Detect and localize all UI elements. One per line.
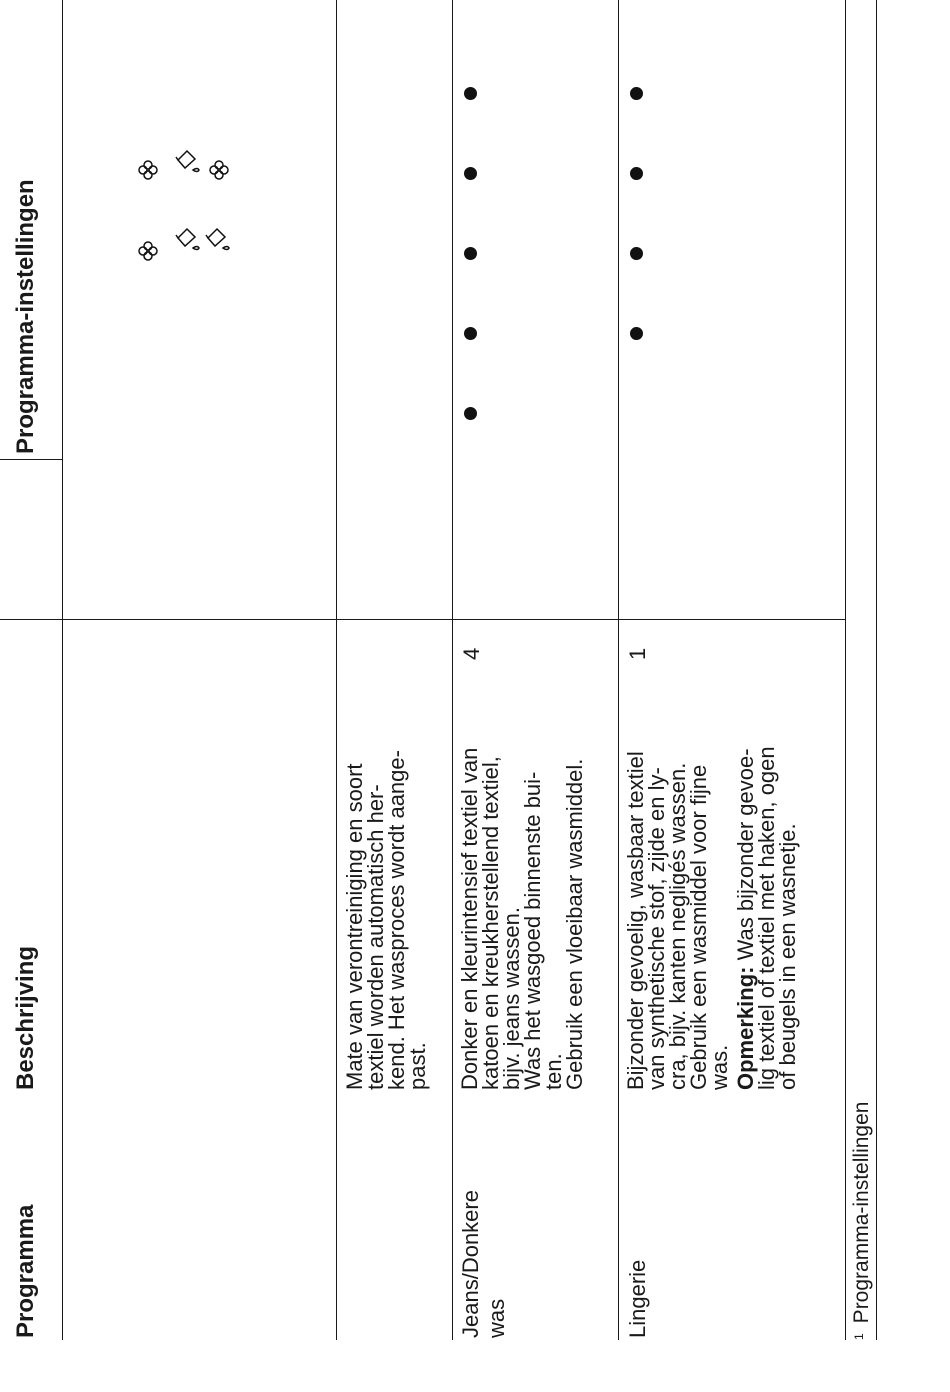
settings-column-divider bbox=[0, 619, 845, 620]
row-3-description: Bijzonder gevoelig, wasbaar textiel van synthetische stof, zijde en ly- cra, bijv. kanten negligés wassen. Gebruik een wasmiddel voor fijne was. Opmerking: Was bijzonder gevoe- lig textiel of textiel met haken, ogen of beugels in een wasnetje. bbox=[623, 746, 800, 1090]
setting-dot bbox=[464, 167, 477, 180]
footnote-rule bbox=[845, 0, 846, 1340]
flower-icon bbox=[137, 159, 159, 181]
setting-dot bbox=[630, 247, 643, 260]
footnote bbox=[850, 1102, 874, 1340]
setting-dot bbox=[630, 327, 643, 340]
flower-icon bbox=[137, 240, 159, 262]
setting-dot bbox=[630, 87, 643, 100]
row-3-value: 1 bbox=[625, 647, 650, 660]
footnote-text: Programma-instellingen bbox=[850, 1101, 873, 1324]
row-2-programma: Jeans/Donkere was bbox=[458, 1190, 509, 1338]
row-1-description: Mate van verontreiniging en soort textiel worden automatisch her- kend. Het wasproces wordt aange- past. bbox=[342, 750, 430, 1090]
row-2-description: Donker en kleurintensief textiel van katoen en kreukherstellend textiel, bijv. jeans wassen. Was het wasgoed binnenste bui- ten. Gebruik een vloeibaar wasmiddel. bbox=[457, 747, 587, 1090]
row-rule-2 bbox=[618, 0, 619, 1340]
header-programma-instellingen: Programma-instellingen bbox=[12, 179, 39, 454]
drop-bottle-icon bbox=[175, 226, 201, 252]
header-programma: Programma bbox=[12, 1204, 39, 1338]
setting-dot bbox=[630, 167, 643, 180]
row-rule-1 bbox=[452, 0, 453, 1340]
row-2-value: 4 bbox=[459, 647, 484, 660]
header-rule bbox=[336, 0, 337, 1340]
settings-subheader-left bbox=[0, 459, 62, 460]
setting-dot bbox=[464, 247, 477, 260]
row-3-programma: Lingerie bbox=[625, 1259, 650, 1338]
opmerking-label: Opmerking: bbox=[733, 966, 758, 1090]
setting-dot bbox=[464, 327, 477, 340]
settings-subheader-rule bbox=[62, 0, 63, 620]
drop-bottle-icon bbox=[205, 226, 231, 252]
header-beschrijving: Beschrijving bbox=[12, 945, 39, 1090]
footnote-marker: 1 bbox=[852, 1333, 866, 1340]
setting-dot bbox=[464, 87, 477, 100]
flower-icon bbox=[208, 159, 230, 181]
table-bottom-rule bbox=[876, 0, 877, 1340]
drop-bottle-icon bbox=[175, 148, 201, 174]
opmerking-text-line-1: Was bijzonder gevoe- bbox=[733, 748, 758, 961]
setting-dot bbox=[464, 407, 477, 420]
